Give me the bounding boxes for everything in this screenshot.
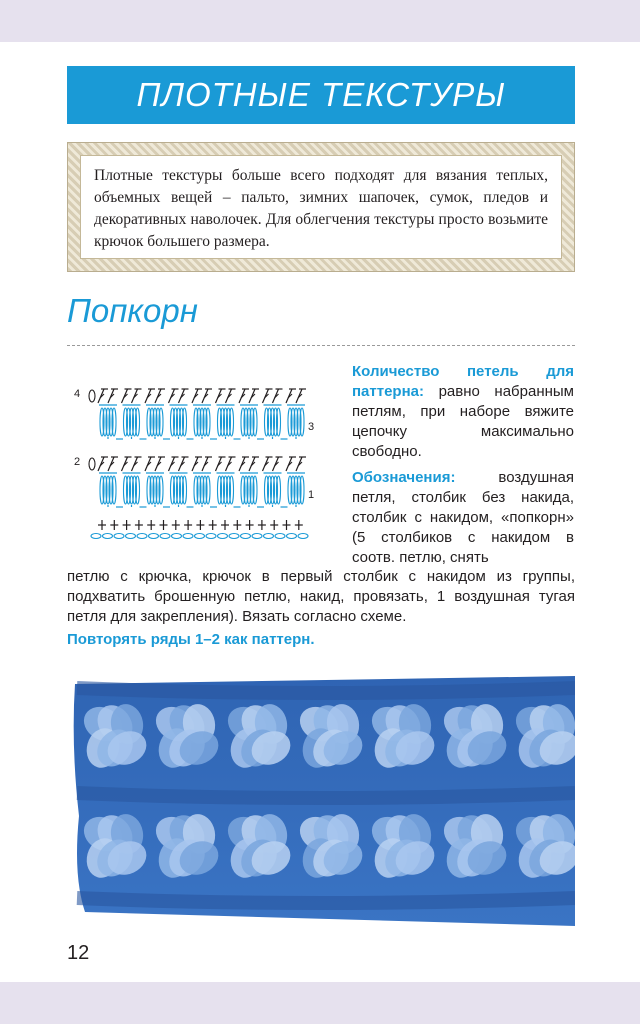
- stitch-count-paragraph: [352, 362, 574, 462]
- pattern-notes: [352, 362, 574, 574]
- page-number: 12: [67, 942, 90, 964]
- row-number-4: 4: [74, 388, 81, 400]
- legend-paragraph: [352, 468, 574, 568]
- row-number-2: 2: [74, 456, 81, 468]
- dashed-divider: [67, 345, 575, 346]
- popcorn-stitch-photo: [67, 676, 575, 926]
- legend-text-narrow: воздушная петля, столбик без накида, столбик с накидом, «попкорн» (5 столбиков с накидом в соотв. петлю, снять: [352, 469, 574, 566]
- intro-knit-frame: [67, 142, 575, 272]
- intro-text: Плотные текстуры больше всего подходят для вязания теплых, объемных вещей – пальто, зимних шапочек, сумок, пледов и декоративных наволочек. Для облегчения текстуры просто возьмите крючок большего размера.: [80, 155, 562, 259]
- legend-label: Обозначения:: [352, 469, 456, 486]
- chapter-title: ПЛОТНЫЕ ТЕКСТУРЫ: [136, 76, 506, 113]
- row-number-3: 3: [308, 421, 315, 433]
- repeat-instruction: Повторять ряды 1–2 как паттерн.: [67, 631, 315, 648]
- stitch-count-label: Количество петель для паттерна:: [352, 363, 574, 400]
- crochet-chart: [70, 375, 330, 550]
- stitch-count-text: равно набранным петлям, при наборе вяжите цепочку максимально свободно.: [352, 383, 574, 460]
- bottom-band: [0, 982, 640, 1024]
- chapter-title-bar: [67, 66, 575, 124]
- legend-text-full: петлю с крючка, крючок в первый столбик с накидом из группы, подхватить брошенную петлю, накид, провязать, 1 воздушная тугая петля для закрепления). Вязать согласно схеме.: [67, 568, 575, 625]
- section-title: Попкорн: [67, 292, 198, 329]
- row-number-1: 1: [308, 489, 315, 501]
- top-band: [0, 0, 640, 42]
